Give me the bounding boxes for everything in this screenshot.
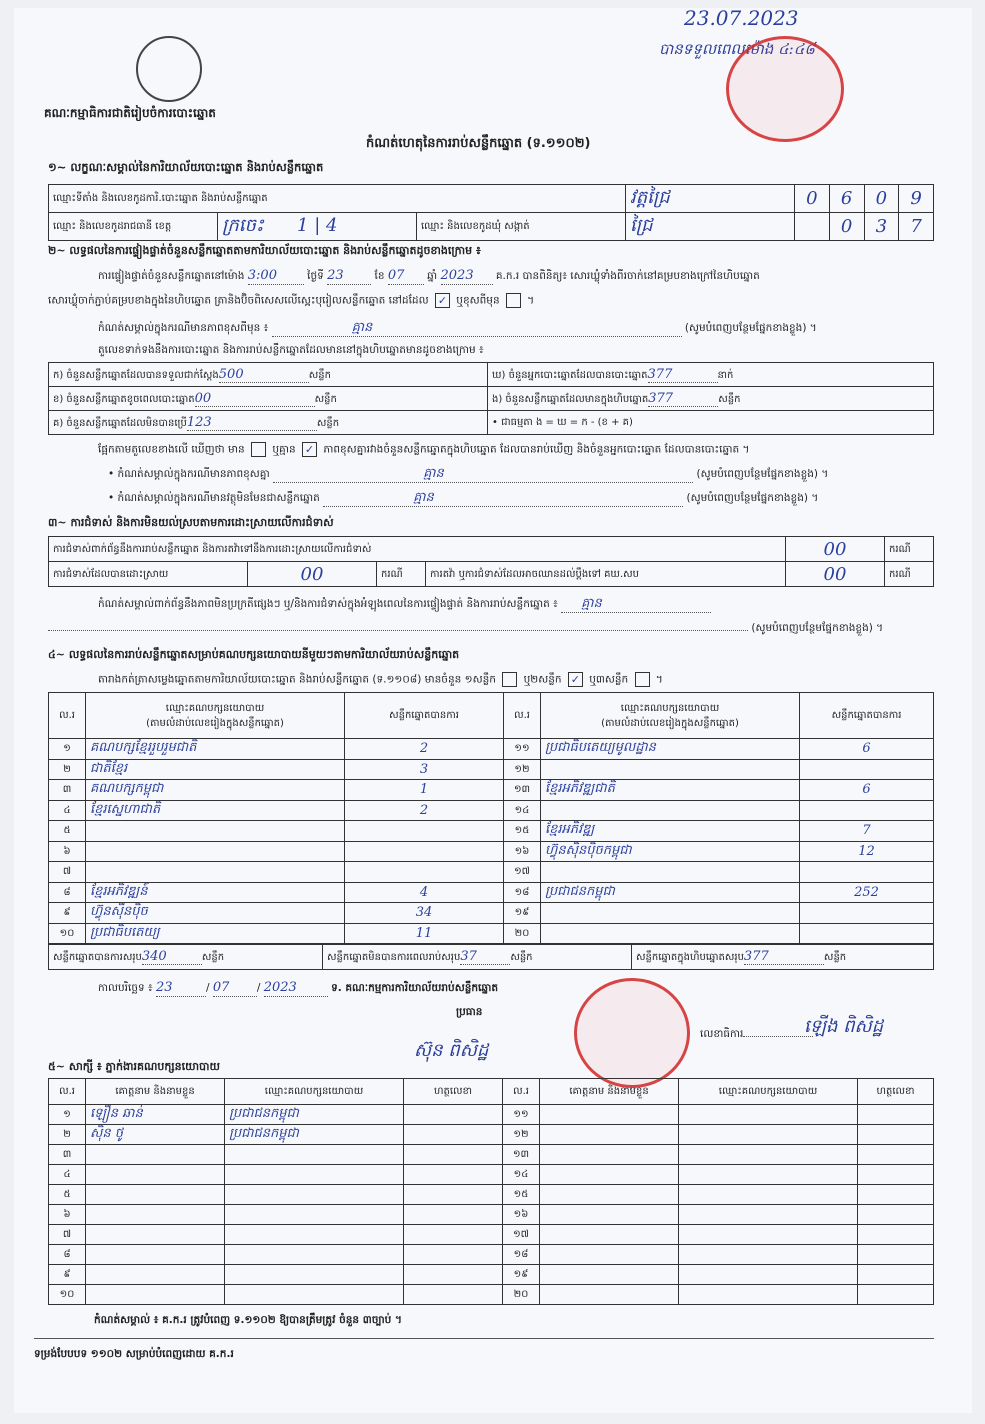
- section4-heading: ៤~ លទ្ធផលនៃការរាប់សន្លឹកឆ្នោតសម្រាប់គណបក្សនយោបាយនីមួយៗតាមការិយាល័យរាប់សន្លឹកឆ្នោត: [48, 648, 460, 661]
- party-name: [86, 821, 345, 842]
- witness-name: [86, 1185, 225, 1205]
- code-digit: 0: [795, 185, 830, 213]
- difference-note: កំណត់សម្គាល់ក្នុងករណីមានភាពខុសពីមុន ៖ គ្មាន (សូមបំពេញបន្ថែមផ្នែកខាងខ្លួង) ។: [98, 320, 817, 337]
- witness-signature: [404, 1265, 503, 1285]
- witness-body: [49, 1105, 934, 1305]
- party-name: ហ៊្វុនស៊ីនប៉ិច: [86, 903, 345, 924]
- witness-party: [225, 1245, 404, 1265]
- result-row: [49, 739, 934, 760]
- top-date-annotation: 23.07.2023: [684, 6, 799, 30]
- objection-label: ការជំទាស់ពាក់ព័ន្ធនឹងការរាប់សន្លឹកឆ្នោត និងការតវ៉ាទៅនឹងការដោះស្រាយលើការជំទាស់: [49, 537, 786, 562]
- code-digit: 0: [864, 185, 899, 213]
- party-name: ខ្មែរអភិវឌ្ឍន៍: [86, 882, 345, 903]
- party-number: ១៩: [504, 903, 541, 924]
- case-unit: ករណី: [377, 562, 426, 587]
- witness-number: ១៨: [503, 1245, 540, 1265]
- party-votes: [800, 903, 934, 924]
- footer-form-label: ទម្រង់បែបបទ ១១០២ សម្រាប់បំពេញដោយ គ.ក.រ: [34, 1348, 234, 1360]
- party-name: ខ្មែរអភិវឌ្ឍ: [541, 821, 800, 842]
- party-votes: 252: [800, 882, 934, 903]
- spoiled-value: 00: [194, 390, 212, 406]
- has-difference-checkbox[interactable]: [251, 442, 266, 457]
- time-hand: 3:00: [247, 268, 277, 283]
- resolved-label: ការជំទាស់ដែលបានដោះស្រាយ: [49, 562, 248, 587]
- witness-row: [49, 1225, 934, 1245]
- sign-year: 2023: [263, 980, 297, 995]
- tally-sheets-line: តារាងកត់ត្រាសម្លេងឆ្នោតតាមការិយាល័យបោះឆ្នោត និងរាប់សន្លឹកឆ្នោត (ទ.១១០៨) មានចំនួន ១សន្លឹក ឬ២សន្លឹក ✓ ឬ៣សន្លឹក ។: [98, 673, 663, 686]
- month-hand: 07: [387, 268, 405, 283]
- col-party: ឈ្មោះគណបក្សនយោបាយ: [225, 1079, 404, 1105]
- party-number: ១៤: [504, 800, 541, 821]
- verification-line1: ការផ្ទៀងផ្ទាត់ចំនួនសន្លឹកឆ្នោតនៅម៉ោង 3:00 ថ្ងៃទី 23 ខែ 07 ឆ្នាំ 2023 គ.ក.រ បានពិនិត្យ៖ សោរឃ្លុំទាំងពីរចាក់នៅគម្របខាងក្រៅនៃហិបឆ្នោត: [98, 268, 760, 285]
- col-no: ល.រ: [49, 1079, 86, 1105]
- witness-row: [49, 1285, 934, 1305]
- col-no: ល.រ: [503, 1079, 540, 1105]
- verification-line2: សោរឃ្លុំចាក់ភ្ជាប់គម្របខាងក្នុងនៃហិបឆ្នោត ត្រានិងប៊ិចពិសេសលើស្អេះបុរៀលសន្លឹកឆ្នោត នៅដដែល ✓ ឬខុសពីមុន ។: [48, 294, 535, 307]
- witness-name: [86, 1265, 225, 1285]
- witness-name: [86, 1225, 225, 1245]
- party-name: ប្រជាធិបតេយ្យ: [86, 923, 345, 944]
- different-checkbox[interactable]: [506, 293, 521, 308]
- witness-row: [49, 1265, 934, 1285]
- witness-signature: [858, 1225, 934, 1245]
- party-name: គណបក្សខ្មែររួបរួមជាតិ: [86, 739, 345, 760]
- commune-code-digit: 0: [829, 213, 864, 241]
- party-number: ២: [49, 759, 86, 780]
- party-votes: [800, 800, 934, 821]
- witness-name: [540, 1245, 679, 1265]
- party-number: ១១: [504, 739, 541, 760]
- party-votes: 34: [345, 903, 504, 924]
- party-votes: [800, 862, 934, 883]
- result-row: [49, 780, 934, 801]
- province-hand: ក្រចេះ: [222, 215, 264, 236]
- total-valid-label: សន្លឹកឆ្នោតបានការសរុប: [53, 952, 142, 963]
- station-name-label: ឈ្មោះទីតាំង និងលេខកូដការិ.បោះឆ្នោត និងរាប់សន្លឹកឆ្នោត: [49, 185, 626, 213]
- witness-signature: [858, 1205, 934, 1225]
- party-votes: 11: [345, 923, 504, 944]
- witness-name: [86, 1285, 225, 1305]
- results-table: [48, 692, 934, 944]
- two-sheet-checkbox[interactable]: ✓: [568, 672, 583, 687]
- witness-party: [225, 1265, 404, 1285]
- figures-table: ក) ចំនួនសន្លឹកឆ្នោតដែលបានទទួលជាក់ស្តែង500 សន្លឹក ឃ) ចំនួនអ្នកបោះឆ្នោតដែលបានបោះឆ្នោត377 នាក់ ខ) ចំនួនសន្លឹកឆ្នោតខូចពេលបោះឆ្នោត00 សន្លឹក ង) ចំនួនសន្លឹកឆ្នោតដែលមានក្នុងហិបឆ្នោត377 សន្លឹក គ) ចំនួនសន្លឹកឆ្នោតដែលមិនបានប្រើ123 សន្លឹក • ជាធម្មតា ង = ឃ = ក - (ខ + គ): [48, 362, 934, 435]
- witness-party: [225, 1285, 404, 1305]
- col-party: ឈ្មោះគណបក្សនយោបាយ: [679, 1079, 858, 1105]
- party-number: ១៨: [504, 882, 541, 903]
- witness-party: [225, 1225, 404, 1245]
- totals-table: សន្លឹកឆ្នោតបានការសរុប340 សន្លឹក សន្លឹកឆ្នោតមិនបានការពេលរាប់សរុប37 សន្លឹក សន្លឹកឆ្នោតក្នុងហិបឆ្នោតសរុប377 សន្លឹក: [48, 944, 934, 970]
- witness-name: [540, 1165, 679, 1185]
- figure-label: ឃ) ចំនួនអ្នកបោះឆ្នោតដែលបានបោះឆ្នោត: [492, 369, 648, 381]
- witness-signature: [858, 1125, 934, 1145]
- total-invalid: 37: [460, 949, 477, 964]
- sign-day: 23: [155, 980, 173, 995]
- result-row: [49, 841, 934, 862]
- witness-party: [679, 1205, 858, 1225]
- witness-name: ស៊ិន ថូ: [86, 1125, 225, 1145]
- signing-date: កាលបរិច្ឆេទ ៖ 23 / 07 / 2023 ទ. គណៈកម្មការការិយាល័យរាប់សន្លឹកឆ្នោត: [98, 980, 498, 997]
- top-received-note: បានទទួលពេលម៉ោង ៤:៤៨: [659, 40, 815, 58]
- party-number: ៦: [49, 841, 86, 862]
- party-name: ប្រជាជនកម្ពុជា: [541, 882, 800, 903]
- witness-name: [86, 1145, 225, 1165]
- party-name: [541, 759, 800, 780]
- party-name: ហ៊្វុនស៊ិនប៉ិចកម្ពុជា: [541, 841, 800, 862]
- station-name-hand: វត្តជ្រៃ: [630, 187, 670, 208]
- total-box-label: សន្លឹកឆ្នោតក្នុងហិបឆ្នោតសរុប: [636, 952, 744, 963]
- witness-party: [679, 1285, 858, 1305]
- col-no: ល.រ: [49, 693, 86, 739]
- party-name: [541, 923, 800, 944]
- party-name: [86, 841, 345, 862]
- witness-name: [86, 1205, 225, 1225]
- case-unit: ករណី: [885, 537, 934, 562]
- witness-number: ១៥: [503, 1185, 540, 1205]
- party-name: ជាតិខ្មែរ: [86, 759, 345, 780]
- bullet-difference: • កំណត់សម្គាល់ក្នុងករណីមានភាពខុសគ្នា គ្មាន (សូមបំពេញបន្ថែមផ្នែកខាងខ្លួង) ។: [108, 466, 828, 483]
- witness-number: ១២: [503, 1125, 540, 1145]
- witness-name: ឡឿន ឆាន់: [86, 1105, 225, 1125]
- witness-party: [679, 1125, 858, 1145]
- witness-signature: [404, 1125, 503, 1145]
- code-digit: 9: [899, 185, 934, 213]
- province-label: ឈ្មោះ និងលេខកូដរាជធានី ខេត្ត: [49, 213, 218, 241]
- party-number: ១៦: [504, 841, 541, 862]
- commission-name: គណៈកម្មាធិការជាតិរៀបចំការបោះឆ្នោត: [44, 106, 216, 120]
- party-votes: 7: [800, 821, 934, 842]
- bullet1-hand: គ្មាន: [423, 466, 444, 481]
- day-hand: 23: [327, 268, 344, 283]
- witness-number: ១៦: [503, 1205, 540, 1225]
- party-votes: [800, 759, 934, 780]
- witness-row: [49, 1245, 934, 1265]
- witness-party: [679, 1245, 858, 1265]
- party-votes: 12: [800, 841, 934, 862]
- party-name: [86, 862, 345, 883]
- witness-name: [86, 1165, 225, 1185]
- section3-heading: ៣~ ការជំទាស់ និងការមិនយល់ស្របតាមការដោះស្រាយលើការជំទាស់: [48, 516, 334, 529]
- witness-name: [540, 1265, 679, 1285]
- objections-table: [48, 536, 934, 587]
- party-name: [541, 800, 800, 821]
- witness-row: [49, 1165, 934, 1185]
- col-name: គោត្តនាម និងនាមខ្លួន: [86, 1079, 225, 1105]
- witness-number: ១៤: [503, 1165, 540, 1185]
- footer-note: កំណត់សម្គាល់ ៖ គ.ក.រ ត្រូវបំពេញ ទ.១១០២ ឱ្យបានត្រឹមត្រូវ ចំនួន ៣ច្បាប់ ។: [94, 1314, 402, 1326]
- figure-label: ក) ចំនួនសន្លឹកឆ្នោតដែលបានទទួលជាក់ស្តែង: [53, 369, 219, 381]
- col-no: ល.រ: [504, 693, 541, 739]
- document-page: [14, 8, 972, 1413]
- witness-number: ២០: [503, 1285, 540, 1305]
- witness-row: [49, 1205, 934, 1225]
- party-votes: 6: [800, 780, 934, 801]
- witness-number: ១៩: [503, 1265, 540, 1285]
- witness-party: [679, 1165, 858, 1185]
- result-row: [49, 923, 934, 944]
- total-invalid-label: សន្លឹកឆ្នោតមិនបានការពេលរាប់សរុប: [327, 952, 461, 963]
- party-number: ១២: [504, 759, 541, 780]
- party-votes: [345, 862, 504, 883]
- secretary-label: លេខាធិការ: [700, 1028, 813, 1041]
- party-number: ២០: [504, 923, 541, 944]
- witness-name: [540, 1285, 679, 1305]
- figure-label: ខ) ចំនួនសន្លឹកឆ្នោតខូចពេលបោះឆ្នោត: [53, 393, 195, 405]
- witness-number: ១០: [49, 1285, 86, 1305]
- witness-party: ប្រជាជនកម្ពុជា: [225, 1105, 404, 1125]
- witness-number: ៩: [49, 1265, 86, 1285]
- party-votes: [345, 821, 504, 842]
- figures-intro: តួលេខទាក់ទងនឹងការបោះឆ្នោត និងការរាប់សន្លឹកឆ្នោតដែលមាននៅក្នុងហិបឆ្នោតមានដូចខាងក្រោម ៖: [98, 344, 484, 356]
- party-number: ១: [49, 739, 86, 760]
- witness-table: [48, 1078, 934, 1305]
- difference-note-hand: គ្មាន: [351, 320, 373, 335]
- witness-signature: [404, 1145, 503, 1165]
- one-sheet-checkbox[interactable]: [502, 672, 517, 687]
- col-party: ឈ្មោះគណបក្សនយោបាយ (តាមលំដាប់លេខរៀងក្នុងសន្លឹកឆ្នោត): [541, 693, 800, 739]
- party-number: ១០: [49, 923, 86, 944]
- received-value: 500: [218, 366, 244, 382]
- box-value: 377: [648, 390, 674, 406]
- witness-number: ៤: [49, 1165, 86, 1185]
- irregularity-note: កំណត់សម្គាល់ពាក់ព័ន្ធនឹងភាពមិនប្រក្រតីផ្សេងៗ ឬ/និងការជំទាស់ក្នុងអំឡុងពេលនៃការផ្ទៀងផ្ទាត់ និងការរាប់សន្លឹកឆ្នោត ៖ គ្មាន: [98, 596, 711, 613]
- witness-name: [540, 1185, 679, 1205]
- party-votes: [345, 841, 504, 862]
- party-votes: [800, 923, 934, 944]
- col-sign: ហត្ថលេខា: [858, 1079, 934, 1105]
- party-number: ១៧: [504, 862, 541, 883]
- col-sign: ហត្ថលេខា: [404, 1079, 503, 1105]
- irregularity-hand: គ្មាន: [581, 596, 602, 611]
- appeal-count: 00: [786, 562, 885, 587]
- witness-signature: [404, 1165, 503, 1185]
- nec-logo: [136, 36, 202, 102]
- party-votes: 2: [345, 739, 504, 760]
- result-row: [49, 821, 934, 842]
- witness-name: [540, 1105, 679, 1125]
- party-name: ប្រជាធិបតេយ្យមូលដ្ឋាន: [541, 739, 800, 760]
- witness-signature: [858, 1185, 934, 1205]
- witness-number: ១: [49, 1105, 86, 1125]
- figure-label: ង) ចំនួនសន្លឹកឆ្នោតដែលមានក្នុងហិបឆ្នោត: [492, 393, 649, 405]
- unused-value: 123: [186, 414, 212, 430]
- code-digit: 6: [829, 185, 864, 213]
- witness-party: [225, 1145, 404, 1165]
- party-number: ៣: [49, 780, 86, 801]
- same-checkbox[interactable]: ✓: [435, 293, 450, 308]
- witness-number: ៦: [49, 1205, 86, 1225]
- witness-signature: [858, 1145, 934, 1165]
- official-stamp-bottom: [574, 978, 690, 1088]
- witness-row: [49, 1125, 934, 1145]
- witness-signature: [858, 1285, 934, 1305]
- witness-signature: [404, 1205, 503, 1225]
- col-votes: សន្លឹកឆ្នោតបានការ: [800, 693, 934, 739]
- case-unit: ករណី: [885, 562, 934, 587]
- party-name: ខ្មែរស្នេហាជាតិ: [86, 800, 345, 821]
- year-hand: 2023: [440, 268, 474, 283]
- party-number: ៧: [49, 862, 86, 883]
- party-votes: 3: [345, 759, 504, 780]
- witness-party: [225, 1205, 404, 1225]
- commune-label: ឈ្មោះ និងលេខកូដឃុំ សង្កាត់: [417, 213, 626, 241]
- witness-signature: [404, 1285, 503, 1305]
- witness-name: [540, 1225, 679, 1245]
- bullet-objects: • កំណត់សម្គាល់ក្នុងករណីមានវត្ថុមិនមែនជាសន្លឹកឆ្នោត គ្មាន (សូមបំពេញបន្ថែមផ្នែកខាងខ្លួង) ។: [108, 490, 818, 507]
- witness-party: [679, 1105, 858, 1125]
- irregularity-continue: (សូមបំពេញបន្ថែមផ្នែកខាងខ្លួង) ។: [48, 622, 934, 635]
- section5-heading: ៥~ សាក្សី ៖ ភ្នាក់ងារគណបក្សនយោបាយ: [48, 1060, 221, 1073]
- station-table: [48, 184, 934, 241]
- witness-signature: [404, 1245, 503, 1265]
- witness-name: [540, 1205, 679, 1225]
- witness-number: ៨: [49, 1245, 86, 1265]
- footer-divider: [34, 1338, 934, 1339]
- witness-signature: [858, 1245, 934, 1265]
- col-votes: សន្លឹកឆ្នោតបានការ: [345, 693, 504, 739]
- party-number: ១៥: [504, 821, 541, 842]
- section1-heading: ១~ លក្ខណៈសម្គាល់នៃការិយាល័យបោះឆ្នោត និងរាប់សន្លឹកឆ្នោត: [48, 160, 324, 174]
- witness-row: [49, 1185, 934, 1205]
- commune-hand: ជ្រៃ: [630, 215, 653, 236]
- witness-number: ៧: [49, 1225, 86, 1245]
- party-number: ៨: [49, 882, 86, 903]
- objection-count: 00: [786, 537, 885, 562]
- witness-party: [225, 1185, 404, 1205]
- commune-code-digit: 7: [899, 213, 934, 241]
- witness-name: [86, 1245, 225, 1265]
- three-sheet-checkbox[interactable]: [635, 672, 650, 687]
- party-votes: 2: [345, 800, 504, 821]
- no-difference-checkbox[interactable]: ✓: [302, 442, 317, 457]
- section2-heading: ២~ លទ្ធផលនៃការផ្ទៀងផ្ទាត់ចំនួនសន្លឹកឆ្នោតតាមការិយាល័យបោះឆ្នោត និងរាប់សន្លឹកឆ្នោតដូចខាងក្រោម ៖: [48, 244, 481, 257]
- witness-number: ១៣: [503, 1145, 540, 1165]
- party-name: គណបក្សកម្ពុជា: [86, 780, 345, 801]
- total-valid: 340: [141, 949, 167, 964]
- witness-number: ២: [49, 1125, 86, 1145]
- witness-party: [679, 1185, 858, 1205]
- result-row: [49, 882, 934, 903]
- result-row: [49, 759, 934, 780]
- witness-signature: [858, 1105, 934, 1125]
- witness-party: [225, 1165, 404, 1185]
- witness-row: [49, 1145, 934, 1165]
- witness-signature: [858, 1265, 934, 1285]
- witness-name: [540, 1125, 679, 1145]
- witness-number: ៥: [49, 1185, 86, 1205]
- witness-signature: [404, 1225, 503, 1245]
- commune-code-digit: 3: [864, 213, 899, 241]
- party-number: ១៣: [504, 780, 541, 801]
- resolved-count: 00: [248, 562, 377, 587]
- bullet2-hand: គ្មាន: [413, 490, 434, 505]
- appeal-label: ការតវ៉ា ឬការជំទាស់ដែលអាចឈានដល់ប្តឹងទៅ គឃ.សប: [426, 562, 786, 587]
- witness-party: ប្រជាជនកម្ពុជា: [225, 1125, 404, 1145]
- witness-party: [679, 1265, 858, 1285]
- party-name: [541, 862, 800, 883]
- witness-signature: [404, 1105, 503, 1125]
- witness-signature: [404, 1185, 503, 1205]
- total-box: 377: [743, 949, 769, 964]
- result-row: [49, 800, 934, 821]
- party-name: [541, 903, 800, 924]
- col-name: គោត្តនាម និងនាមខ្លួន: [540, 1079, 679, 1105]
- results-body: [49, 739, 934, 944]
- province-code: 1 | 4: [297, 215, 338, 236]
- witness-party: [679, 1145, 858, 1165]
- figure-label: គ) ចំនួនសន្លឹកឆ្នោតដែលមិនបានប្រើ: [53, 417, 187, 429]
- compare-line: ផ្អែកតាមតួលេខខាងលើ ឃើញថា មាន ឬគ្មាន ✓ ភាពខុសគ្នារវាងចំនួនសន្លឹកឆ្នោតក្នុងហិបឆ្នោត ដែលបានរាប់ឃើញ និងចំនួនអ្នកបោះឆ្នោត ដែលបានបោះឆ្នោត ។: [98, 443, 750, 456]
- party-number: ៤: [49, 800, 86, 821]
- witness-number: ៣: [49, 1145, 86, 1165]
- chair-label: ប្រធាន: [456, 1006, 483, 1018]
- witness-number: ១៧: [503, 1225, 540, 1245]
- chair-signature: ស៊ុន ពិសិដ្ឋ: [414, 1040, 489, 1061]
- witness-row: [49, 1105, 934, 1125]
- col-party: ឈ្មោះគណបក្សនយោបាយ (តាមលំដាប់លេខរៀងក្នុងសន្លឹកឆ្នោត): [86, 693, 345, 739]
- witness-number: ១១: [503, 1105, 540, 1125]
- party-votes: 6: [800, 739, 934, 760]
- witness-party: [679, 1225, 858, 1245]
- voters-value: 377: [647, 366, 673, 382]
- party-votes: 4: [345, 882, 504, 903]
- result-row: [49, 903, 934, 924]
- result-row: [49, 862, 934, 883]
- party-votes: 1: [345, 780, 504, 801]
- form-title: កំណត់ហេតុនៃការរាប់សន្លឹកឆ្នោត (ទ.១១០២): [366, 136, 591, 151]
- witness-signature: [858, 1165, 934, 1185]
- official-stamp-top: [726, 36, 844, 142]
- witness-name: [540, 1145, 679, 1165]
- party-number: ៥: [49, 821, 86, 842]
- sign-month: 07: [212, 980, 230, 995]
- formula: • ជាធម្មតា ង = ឃ = ក - (ខ + គ): [492, 417, 633, 428]
- secretary-signature: ឡើង ពិសិដ្ឋ: [804, 1016, 884, 1037]
- party-number: ៩: [49, 903, 86, 924]
- party-name: ខ្មែរអភិវឌ្ឍជាតិ: [541, 780, 800, 801]
